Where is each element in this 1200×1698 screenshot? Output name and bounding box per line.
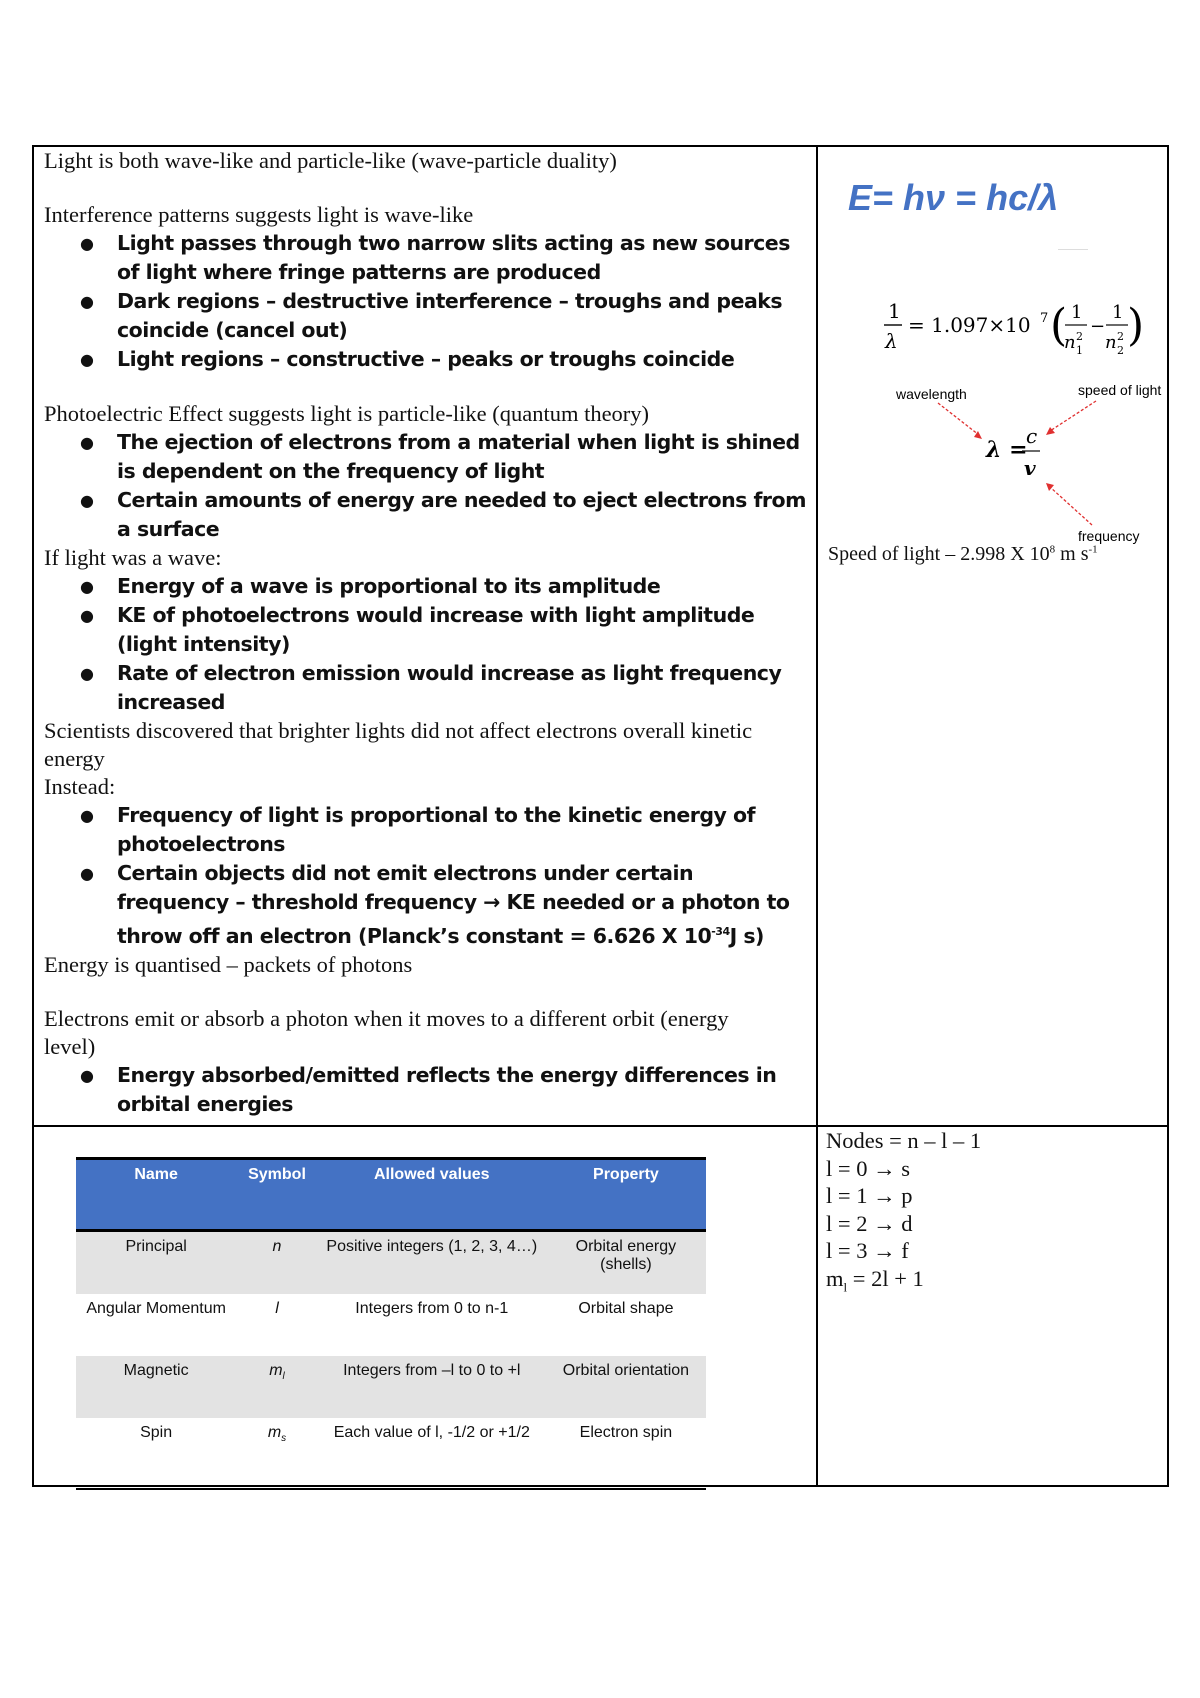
svg-text:1: 1 [1112, 302, 1124, 323]
cell-allowed: Integers from –l to 0 to +l [318, 1356, 546, 1418]
list-item: ● Light passes through two narrow slits acting as new sources of light where fringe patterns are produced [80, 229, 810, 287]
cell-allowed: Each value of l, -1/2 or +1/2 [318, 1418, 546, 1489]
cell-name: Spin [76, 1418, 236, 1489]
arrow-icon: → [873, 1155, 896, 1181]
cell-name: Magnetic [76, 1356, 236, 1418]
nodes-cell [818, 1127, 1169, 1487]
scientists-line: Scientists discovered that brighter lights did not affect electrons overall kinetic [44, 718, 753, 743]
cell-property: Electron spin [546, 1418, 706, 1489]
cell-property: Orbital orientation [546, 1356, 706, 1418]
table-row [76, 1418, 706, 1489]
col-header: Allowed values [318, 1159, 546, 1231]
planck-text: KE needed or a photon to throw off an electron (Planck’s constant = 6.626 X 10 [117, 890, 790, 948]
l-value: l = 2 [826, 1210, 874, 1236]
list-item: ● KE of photoelectrons would increase with light amplitude (light intensity) [80, 601, 810, 659]
instead-list [44, 801, 810, 951]
energy-formula: E= hν = hc/λ [848, 177, 1059, 218]
cell-allowed: Integers from 0 to n-1 [355, 1300, 509, 1317]
formulas-cell [818, 147, 1169, 1127]
list-item: ● The ejection of electrons from a material when light is shined is dependent on the frequency of light [80, 428, 810, 486]
ml-rest: = 2l + 1 [847, 1265, 924, 1291]
cell-symbol [236, 1418, 317, 1489]
col-header: Symbol [236, 1159, 317, 1231]
lambda-eq: λ = [986, 437, 1028, 463]
speed-value: Speed of light – 2.998 X 10 [828, 543, 1050, 565]
wavelength-svg [878, 382, 1178, 547]
speed-exponent: 8 [1049, 543, 1056, 556]
threshold-text: Certain objects did not emit electrons under certain frequency – threshold frequency [117, 861, 694, 914]
rydberg-n1: n [1064, 332, 1076, 353]
paren-close: ) [1127, 300, 1145, 351]
cell-symbol [236, 1356, 317, 1418]
rydberg-formula [878, 292, 1145, 367]
list-item: ● Energy absorbed/emitted reflects the energy differences in orbital energies [80, 1061, 810, 1119]
symbol-sub: s [281, 1433, 287, 1445]
ml-symbol: m [826, 1265, 844, 1291]
arrow-icon: → [873, 1210, 896, 1236]
frequency-arrow [1050, 487, 1092, 525]
col-header: Name [76, 1159, 236, 1231]
rydberg-constant: = 1.097×10 [908, 313, 1031, 337]
speed-of-light-label: speed of light [1078, 382, 1162, 398]
list-item: ● Dark regions – destructive interference – troughs and peaks coincide (cancel out) [80, 287, 810, 345]
wave-list [44, 572, 810, 717]
nodes-formula: Nodes = n – l – 1 [826, 1128, 982, 1153]
rydberg-svg [878, 292, 1145, 362]
list-item [80, 859, 810, 951]
ml-formula [826, 1265, 1161, 1301]
orbital-letter: f [895, 1238, 909, 1263]
cell-property: Orbital shape [578, 1300, 674, 1317]
orbital-letter: p [895, 1183, 913, 1208]
svg-text:2: 2 [1117, 330, 1124, 343]
cell-symbol: n [236, 1231, 317, 1295]
rydberg-exponent: 7 [1040, 311, 1049, 326]
lambda-c: c [1026, 424, 1038, 448]
cell-property: Orbital energy (shells) [546, 1231, 706, 1295]
svg-text:2: 2 [1076, 330, 1083, 343]
rydberg-lambda: λ [885, 329, 898, 353]
list-item: ● Energy of a wave is proportional to its amplitude [80, 572, 810, 601]
cell-symbol: l [275, 1300, 279, 1317]
duality-line: Light is both wave-like and particle-like (wave-particle duality) [44, 148, 617, 173]
wavelength-label: wavelength [896, 386, 967, 402]
lambda-v: v [1024, 456, 1036, 480]
speed-arrow [1050, 401, 1096, 431]
wavelength-diagram [878, 382, 1178, 547]
speed-unit-exponent: -1 [1088, 543, 1098, 556]
svg-text:1: 1 [1071, 302, 1083, 323]
list-item: ● Certain amounts of energy are needed to eject electrons from a surface [80, 486, 810, 544]
ml-sub: l [843, 1279, 848, 1294]
cell-allowed: Positive integers (1, 2, 3, 4…) [318, 1231, 546, 1295]
svg-text:1: 1 [1076, 344, 1083, 357]
svg-text:2: 2 [1117, 344, 1124, 357]
rydberg-n2: n [1105, 332, 1117, 353]
svg-text:−: − [1090, 316, 1106, 337]
notes-table [32, 145, 1169, 1487]
cell-name: Angular Momentum [86, 1300, 226, 1317]
cell-name: Principal [76, 1231, 236, 1295]
divider [1058, 249, 1088, 250]
electrons-line-cont: level) [44, 1033, 96, 1059]
l-two [826, 1210, 1161, 1238]
wavelength-arrow [938, 403, 979, 435]
rydberg-one: 1 [888, 299, 901, 323]
orbital-letter: s [895, 1155, 910, 1181]
interference-list [44, 229, 810, 374]
planck-exponent: -34 [711, 925, 730, 938]
scientists-line-cont: energy [44, 746, 105, 771]
quantised-line: Energy is quantised – packets of photons [44, 951, 413, 977]
paren-open: ( [1050, 300, 1068, 351]
list-item: ● Light regions – constructive – peaks or troughs coincide [80, 345, 810, 374]
table-header-row [76, 1159, 706, 1231]
quantum-numbers-table [76, 1157, 706, 1490]
arrow-icon: → [873, 1238, 896, 1263]
l-three [826, 1237, 1161, 1265]
l-value: l = 0 [826, 1155, 874, 1181]
symbol-base: m [267, 1424, 282, 1441]
instead-label: Instead: [44, 774, 116, 799]
quantum-numbers-cell [34, 1127, 818, 1487]
speed-unit: m s [1055, 543, 1089, 565]
l-value: l = 3 [826, 1238, 874, 1263]
l-value: l = 1 [826, 1183, 874, 1208]
frequency-label: frequency [1078, 528, 1140, 544]
photoelectric-list [44, 428, 810, 544]
table-row [76, 1356, 706, 1418]
col-header: Property [546, 1159, 706, 1231]
wave-particle-notes-cell [34, 147, 818, 1127]
arrow-icon: → [873, 1183, 896, 1208]
arrow-icon: → [483, 890, 500, 914]
symbol-sub: l [282, 1371, 285, 1383]
orbital-letter: d [895, 1210, 913, 1236]
list-item: ● Frequency of light is proportional to the kinetic energy of photoelectrons [80, 801, 810, 859]
table-row [76, 1294, 706, 1356]
photoelectric-heading: Photoelectric Effect suggests light is particle-like (quantum theory) [44, 401, 650, 426]
energy-list [44, 1061, 810, 1119]
l-one [826, 1182, 1161, 1210]
wave-heading: If light was a wave: [44, 545, 222, 570]
l-zero [826, 1155, 1161, 1183]
list-item: ● Rate of electron emission would increase as light frequency increased [80, 659, 810, 717]
planck-unit: J s) [729, 923, 764, 948]
table-row [76, 1231, 706, 1295]
interference-heading: Interference patterns suggests light is wave-like [44, 202, 474, 227]
electrons-line: Electrons emit or absorb a photon when it moves to a different orbit (energy [44, 1005, 729, 1031]
speed-of-light-text [828, 543, 1098, 566]
symbol-base: m [269, 1362, 283, 1379]
